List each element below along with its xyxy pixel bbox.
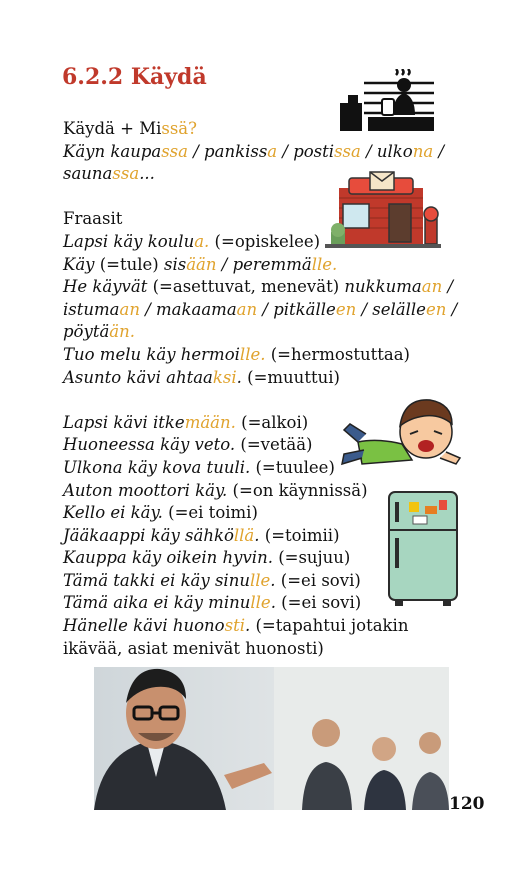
text-segment: / (446, 299, 458, 319)
text-segment: (=vetää) (235, 435, 313, 455)
text-segment: (=ei sovi) (275, 570, 361, 590)
highlighted-ending: ssa (161, 141, 188, 161)
text-line (63, 547, 463, 570)
text-segment: Hänelle kävi huono (63, 616, 225, 636)
highlighted-ending: lle (249, 570, 271, 590)
text-segment: (=ei toimi) (162, 503, 258, 523)
text-line (63, 163, 463, 186)
highlighted-ending: lle (250, 593, 271, 613)
text-line (63, 592, 463, 615)
highlighted-ending: ssä? (161, 119, 197, 138)
highlighted-ending: lle. (311, 254, 338, 274)
highlighted-ending: lle. (239, 344, 266, 364)
text-segment: Auton moottori käy. (63, 480, 228, 500)
text-segment: (=on käynnissä) (227, 480, 368, 500)
text-line (63, 208, 463, 231)
text-line (63, 276, 463, 299)
business-meeting-photo (94, 667, 449, 810)
text-line (63, 480, 463, 503)
text-segment: / posti (277, 141, 335, 161)
text-segment: Kello ei käy. (63, 503, 163, 523)
text-segment: / makaama (139, 299, 237, 319)
text-segment: (=tule) (94, 254, 164, 274)
text-line (63, 254, 463, 277)
text-segment: / (442, 277, 454, 297)
text-segment: Kauppa käy oikein hyvin. (63, 548, 273, 568)
highlighted-ending: en (425, 299, 447, 319)
text-line (63, 412, 463, 435)
text-segment: (=hermostuttaa) (265, 344, 410, 364)
text-segment: nukkuma (344, 277, 422, 297)
text-line (63, 367, 463, 390)
text-segment: . (270, 593, 276, 613)
highlighted-ending: an (119, 299, 140, 319)
text-segment: . (270, 570, 276, 590)
text-segment: Lapsi kävi itke (63, 412, 185, 432)
text-segment: pöytä (63, 322, 110, 342)
text-segment: / pankiss (188, 141, 268, 161)
paragraph-gap (63, 389, 463, 412)
highlighted-ending: än. (109, 322, 136, 342)
text-segment: Tämä takki ei käy sinu (63, 570, 250, 590)
text-segment: Asunto kävi ahtaa (63, 367, 213, 387)
text-segment: . (245, 616, 251, 636)
text-line (63, 344, 463, 367)
text-segment: (=asettuvat, menevät) (147, 277, 345, 297)
text-segment: Jääkaappi käy sähkö (63, 525, 234, 545)
text-segment: (=alkoi) (235, 412, 309, 432)
highlighted-ending: a. (194, 231, 210, 251)
text-segment: Käydä + Mi (63, 119, 162, 138)
text-segment: Huoneessa käy veto. (63, 435, 236, 455)
text-segment: sis (164, 254, 187, 274)
page-body (63, 118, 463, 660)
page-number: 120 (449, 794, 485, 814)
highlighted-ending: an (236, 299, 258, 319)
text-segment: / (433, 141, 445, 161)
text-segment: Käyn kaupa (63, 141, 162, 161)
text-segment: Lapsi käy koulu (63, 231, 195, 251)
text-segment: (=tapahtui jotakin ikävää, asiat menivät huonosti) (63, 616, 409, 658)
text-segment: Ulkona käy kova tuuli. (63, 457, 251, 477)
text-segment: / peremmä (216, 254, 312, 274)
text-segment: (=muuttui) (241, 367, 340, 387)
text-segment: (=tuulee) (250, 457, 335, 477)
text-line (63, 502, 463, 525)
text-segment: (=opiskelee) (209, 231, 321, 251)
text-line (63, 321, 463, 344)
highlighted-ending: ään (186, 254, 217, 274)
highlighted-ending: sti (224, 616, 245, 636)
highlighted-ending: ssa (334, 141, 361, 161)
paragraph-gap (63, 186, 463, 209)
highlighted-ending: en (335, 299, 357, 319)
text-line (63, 615, 463, 660)
text-segment: / selälle (356, 299, 426, 319)
text-line (63, 457, 463, 480)
text-segment: / pitkälle (257, 299, 336, 319)
highlighted-ending: ssa (112, 164, 140, 184)
text-segment: Fraasit (63, 209, 123, 229)
text-segment: ... (139, 164, 155, 184)
text-segment: istuma (63, 299, 120, 319)
text-segment: Käy (63, 254, 95, 274)
text-line (63, 299, 463, 322)
text-segment: (=toimii) (259, 525, 340, 545)
text-segment: (=sujuu) (272, 548, 351, 568)
text-segment: Tuo melu käy hermoi (63, 344, 240, 364)
text-segment: / ulko (360, 141, 413, 161)
text-segment: . (236, 367, 242, 387)
text-line (63, 434, 463, 457)
text-line (63, 570, 463, 593)
text-segment: Tämä aika ei käy minu (63, 593, 251, 613)
highlighted-ending: ksi (212, 367, 237, 387)
text-line (63, 231, 463, 254)
text-segment: sauna (63, 164, 113, 184)
highlighted-ending: a (267, 141, 278, 161)
text-line (63, 141, 463, 164)
text-segment: . (254, 525, 260, 545)
highlighted-ending: an (421, 277, 443, 297)
highlighted-ending: llä (233, 525, 255, 545)
highlighted-ending: mään. (184, 412, 236, 432)
text-segment: He käyvät (63, 277, 148, 297)
text-segment: (=ei sovi) (275, 593, 362, 613)
highlighted-ending: na (412, 141, 434, 161)
page-title: 6.2.2 Käydä (62, 64, 207, 90)
text-line (63, 118, 463, 141)
text-line (63, 525, 463, 548)
